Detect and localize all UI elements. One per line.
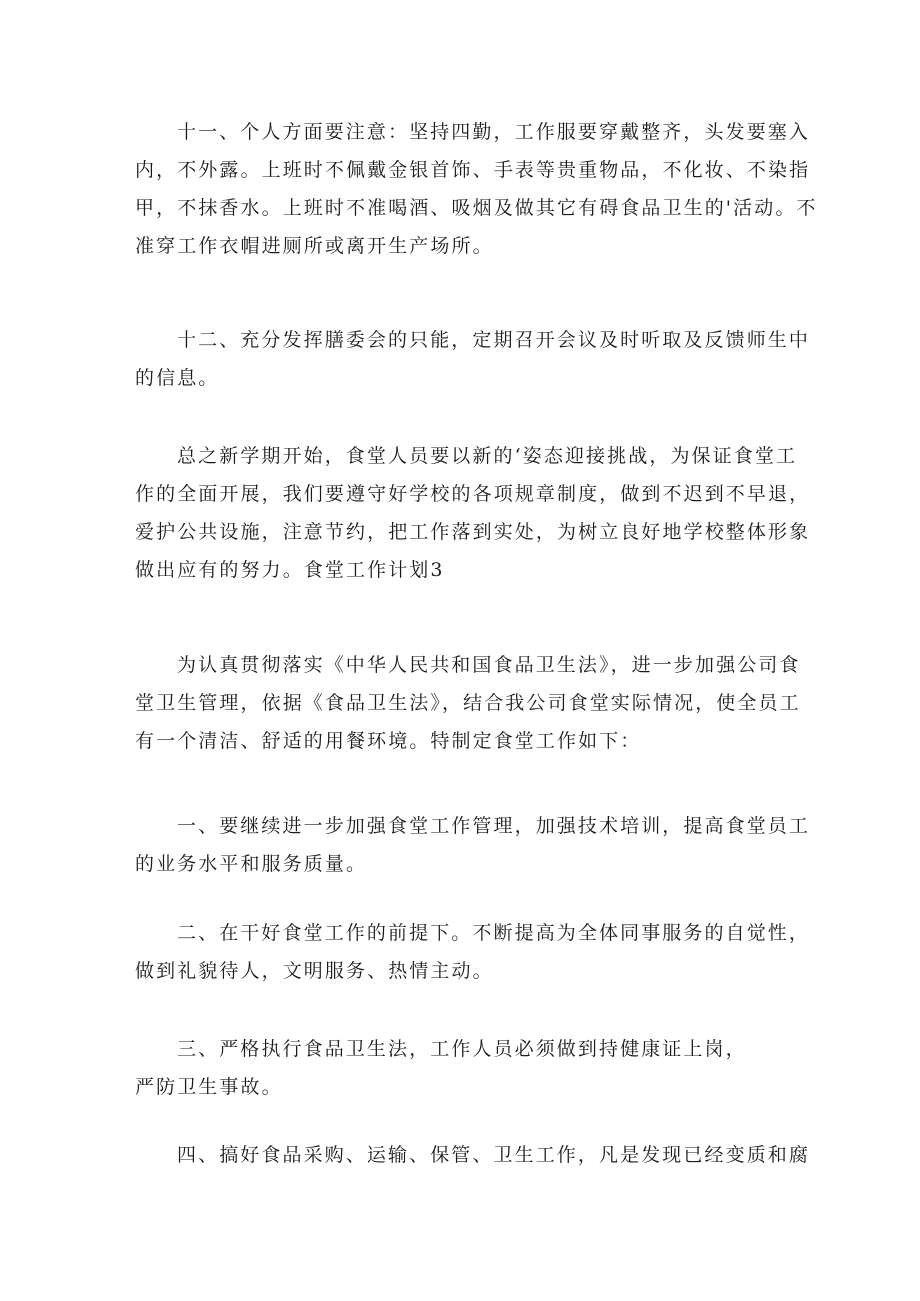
text-line: 十二、充分发挥膳委会的只能，定期召开会议及时听取及反馈师生中 bbox=[177, 329, 811, 351]
text-line: 做出应有的努力。食堂工作计划3 bbox=[135, 559, 445, 581]
text-line: 二、在干好食堂工作的前提下。不断提高为全体同事服务的自觉性， bbox=[177, 922, 811, 944]
text-line: 总之新学期开始，食堂人员要以新的‘姿态迎接挑战，为保证食堂工 bbox=[177, 445, 798, 467]
text-line: 严防卫生事故。 bbox=[135, 1076, 283, 1098]
text-line: 做到礼貌待人，文明服务、热情主动。 bbox=[135, 960, 494, 982]
paragraph-item-three bbox=[135, 1030, 795, 1106]
text-line: 三、严格执行食品卫生法，工作人员必须做到持健康证上岗， bbox=[177, 1038, 747, 1060]
paragraph-eleven-personal-rules bbox=[135, 113, 818, 265]
text-line: 十一、个人方面要注意：坚持四勤，工作服要穿戴整齐，头发要塞入 bbox=[177, 121, 811, 143]
text-line: 内，不外露。上班时不佩戴金银首饰、手表等贵重物品，不化妆、不染指 bbox=[135, 159, 811, 181]
text-line: 甲，不抹香水。上班时不准喝酒、吸烟及做其它有碍食品卫生的'活动。不 bbox=[135, 197, 818, 219]
text-line: 爱护公共设施，注意节约，把工作落到实处，为树立良好地学校整体形象 bbox=[135, 521, 811, 543]
text-line: 一、要继续进一步加强食堂工作管理，加强技术培训，提高食堂员工 bbox=[177, 815, 811, 837]
text-line: 四、搞好食品采购、运输、保管、卫生工作，凡是发现已经变质和腐 bbox=[177, 1144, 811, 1166]
paragraph-summary bbox=[135, 437, 811, 589]
paragraph-item-one bbox=[135, 807, 811, 883]
paragraph-item-two bbox=[135, 914, 811, 990]
text-line: 准穿工作衣帽进厕所或离开生产场所。 bbox=[135, 235, 494, 257]
text-line: 有一个清洁、舒适的用餐环境。特制定食堂工作如下： bbox=[135, 730, 642, 752]
paragraph-item-four bbox=[135, 1136, 811, 1174]
paragraph-twelve-committee bbox=[135, 321, 811, 397]
text-line: 堂卫生管理，依据《食品卫生法》，结合我公司食堂实际情况，使全员工 bbox=[135, 692, 801, 714]
text-line: 的信息。 bbox=[135, 367, 220, 389]
text-line: 作的全面开展，我们要遵守好学校的各项规章制度，做到不迟到不早退， bbox=[135, 483, 811, 505]
paragraph-intro-plan-3 bbox=[135, 646, 801, 760]
text-line: 为认真贯彻落实《中华人民共和国食品卫生法》，进一步加强公司食 bbox=[177, 654, 801, 676]
text-line: 的业务水平和服务质量。 bbox=[135, 853, 368, 875]
